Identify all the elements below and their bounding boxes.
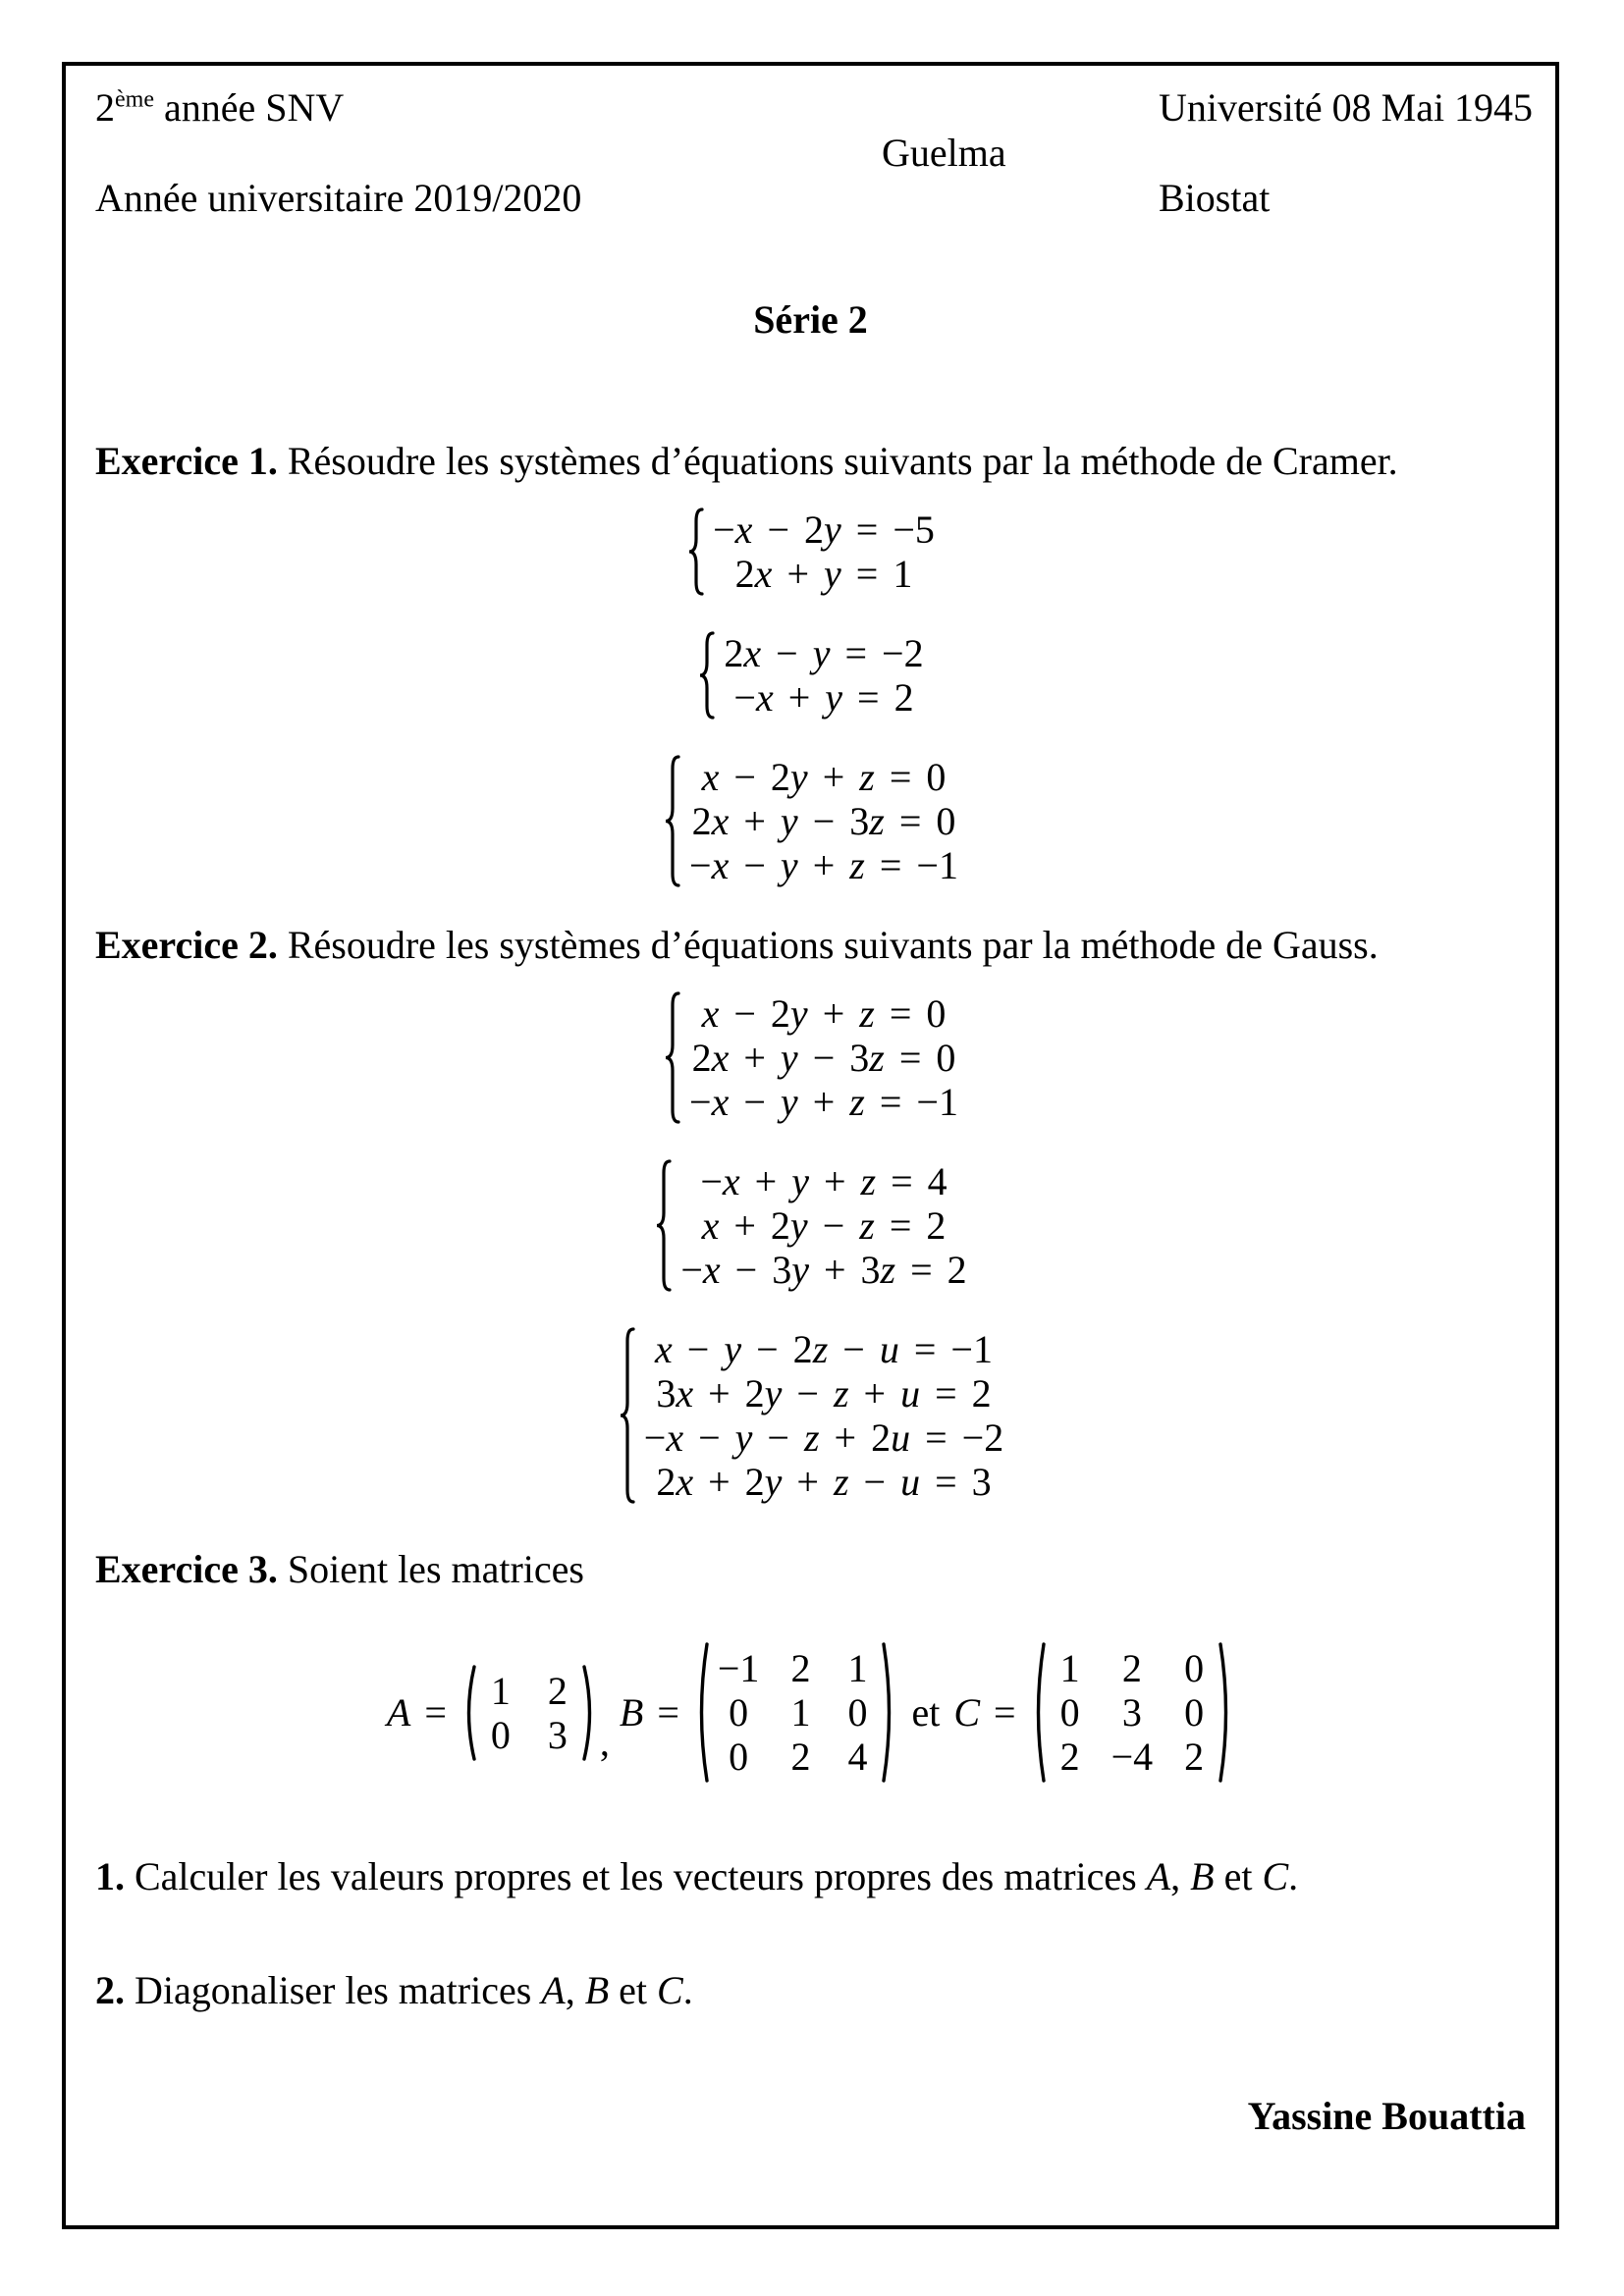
equation-line: 2x + y − 3z = 0 [691, 799, 956, 843]
system-brace [618, 1327, 639, 1504]
system-equations [689, 755, 958, 887]
system-brace [663, 991, 684, 1124]
matrix-cell: 1 [847, 1646, 868, 1690]
academic-year: Année universitaire 2019/2020 [95, 176, 582, 220]
system-brace [686, 507, 708, 596]
header-row-2 [95, 131, 1526, 176]
matrix-name: C [953, 1690, 980, 1735]
left-curly-brace-icon [697, 631, 719, 720]
system-brace [654, 1159, 676, 1292]
left-curly-brace-icon [663, 755, 684, 887]
question-2-number: 2. [95, 1968, 125, 2012]
equation-line: 2x + 2y + z − u = 3 [656, 1460, 992, 1504]
matrix-C [953, 1641, 1234, 1784]
matrix-right-paren [881, 1641, 897, 1784]
exercise2-label: Exercice 2. [95, 923, 278, 967]
matrix-cell: 0 [490, 1712, 511, 1757]
equation-line: 2x + y = 1 [734, 552, 913, 596]
course-title [95, 85, 344, 131]
matrix-separator: et [911, 1690, 941, 1735]
matrix-right-paren [1218, 1641, 1234, 1784]
header-row-3 [95, 176, 1526, 221]
left-curly-brace-icon [618, 1327, 639, 1504]
exercise1-heading [95, 439, 1526, 484]
matrix-cell: 0 [847, 1690, 868, 1735]
matrix-cell: 1 [490, 1668, 511, 1713]
matrix-left-paren [460, 1664, 477, 1762]
equation-line: 2x − y = −2 [724, 631, 924, 675]
matrices-definition [95, 1641, 1526, 1784]
equation-line: −x − y + z = −1 [689, 843, 958, 887]
matrix-cell: 2 [1121, 1646, 1142, 1690]
matrix-cell: 0 [1184, 1646, 1205, 1690]
equation-system [663, 991, 958, 1124]
course-number: 2 [95, 85, 115, 130]
system-equations [724, 631, 923, 720]
matrix-cell: 2 [1184, 1735, 1205, 1779]
exercise1-systems [95, 507, 1526, 887]
question-2 [95, 1968, 1526, 2013]
page-border-frame [62, 62, 1559, 2229]
exercise3-label: Exercice 3. [95, 1547, 278, 1591]
question-2-text: Diagonaliser les matrices A, B et C. [125, 1968, 693, 2012]
exercise1-text: Résoudre les systèmes d’équations suivants par la méthode de Cramer. [277, 439, 1398, 483]
matrix-cell: 2 [790, 1735, 811, 1779]
equation-system [654, 1159, 966, 1292]
equation-system [618, 1327, 1003, 1504]
course-ordinal-suffix: ème [115, 86, 154, 113]
equation-line: 2x + y − 3z = 0 [691, 1036, 956, 1080]
matrix-cell: 3 [547, 1712, 568, 1757]
equation-system [686, 507, 935, 596]
equation-line: −x + y + z = 4 [700, 1159, 947, 1203]
university-name: Université 08 Mai 1945 [1159, 85, 1534, 130]
left-curly-brace-icon [663, 991, 684, 1124]
equation-system [697, 631, 923, 720]
equals-sign: = [657, 1690, 679, 1735]
matrix-cell: −1 [717, 1646, 760, 1690]
system-brace [663, 755, 684, 887]
equation-line: −x − y − z + 2u = −2 [643, 1415, 1004, 1460]
equation-line: −x + y = 2 [733, 675, 914, 720]
city-name: Guelma [882, 131, 1006, 175]
header-row-1 [95, 85, 1534, 131]
matrix-cell: 0 [729, 1735, 749, 1779]
document-header [95, 85, 1534, 221]
matrix-separator: , [599, 1720, 610, 1764]
exercise1-label: Exercice 1. [95, 439, 278, 483]
equation-line: −x − 2y = −5 [713, 507, 935, 552]
matrix-A [387, 1664, 620, 1762]
exercise2-text: Résoudre les systèmes d’équations suivants par la méthode de Gauss. [277, 923, 1379, 967]
equals-sign: = [424, 1690, 447, 1735]
equation-system [663, 755, 958, 887]
question-1-number: 1. [95, 1854, 125, 1898]
author-signature: Yassine Bouattia [1247, 2094, 1526, 2138]
matrix-grid [1047, 1646, 1218, 1779]
left-paren-icon [1030, 1641, 1047, 1784]
system-brace [697, 631, 719, 720]
matrix-cell: 0 [1059, 1690, 1080, 1735]
matrix-cell: 2 [790, 1646, 811, 1690]
equation-line: −x − y + z = −1 [689, 1080, 958, 1124]
exercise2-heading [95, 923, 1526, 968]
question-1-text: Calculer les valeurs propres et les vecteurs propres des matrices A, B et C. [125, 1854, 1299, 1898]
matrix-left-paren [693, 1641, 710, 1784]
right-paren-icon [1218, 1641, 1234, 1784]
matrix-cell: 0 [729, 1690, 749, 1735]
equation-line: −x − 3y + 3z = 2 [680, 1248, 967, 1292]
equation-line: 3x + 2y − z + u = 2 [656, 1371, 992, 1415]
module-name: Biostat [1159, 176, 1271, 220]
matrix-cell: −4 [1110, 1735, 1154, 1779]
equation-line: x − 2y + z = 0 [701, 755, 947, 799]
right-paren-icon [581, 1664, 598, 1762]
series-title: Série 2 [753, 297, 868, 342]
system-equations [644, 1327, 1003, 1504]
matrix-left-paren [1030, 1641, 1047, 1784]
matrix-cell: 1 [790, 1690, 811, 1735]
left-curly-brace-icon [686, 507, 708, 596]
equals-sign: = [994, 1690, 1016, 1735]
matrix-cell: 4 [847, 1735, 868, 1779]
matrix-cell: 1 [1059, 1646, 1080, 1690]
matrix-right-paren [581, 1664, 598, 1762]
left-paren-icon [460, 1664, 477, 1762]
matrix-cell: 0 [1184, 1690, 1205, 1735]
system-equations [713, 507, 935, 596]
matrix-cell: 2 [1059, 1735, 1080, 1779]
equation-line: x − 2y + z = 0 [701, 991, 947, 1036]
matrix-cell: 2 [547, 1668, 568, 1713]
matrix-B [620, 1641, 953, 1784]
exercise3-heading [95, 1547, 1526, 1592]
right-paren-icon [881, 1641, 897, 1784]
matrix-grid [710, 1646, 882, 1779]
question-1 [95, 1854, 1526, 1899]
exercise2-systems [95, 991, 1526, 1504]
matrix-cell: 3 [1121, 1690, 1142, 1735]
equation-line: x + 2y − z = 2 [701, 1203, 947, 1248]
system-equations [689, 991, 958, 1124]
matrix-name: A [386, 1690, 411, 1735]
exercise3-text: Soient les matrices [277, 1547, 584, 1591]
left-paren-icon [693, 1641, 710, 1784]
system-equations [680, 1159, 966, 1292]
matrix-grid [477, 1669, 581, 1757]
equation-line: x − y − 2z − u = −1 [655, 1327, 993, 1371]
matrix-name: B [619, 1690, 644, 1735]
course-name: année SNV [153, 85, 345, 130]
left-curly-brace-icon [654, 1159, 676, 1292]
